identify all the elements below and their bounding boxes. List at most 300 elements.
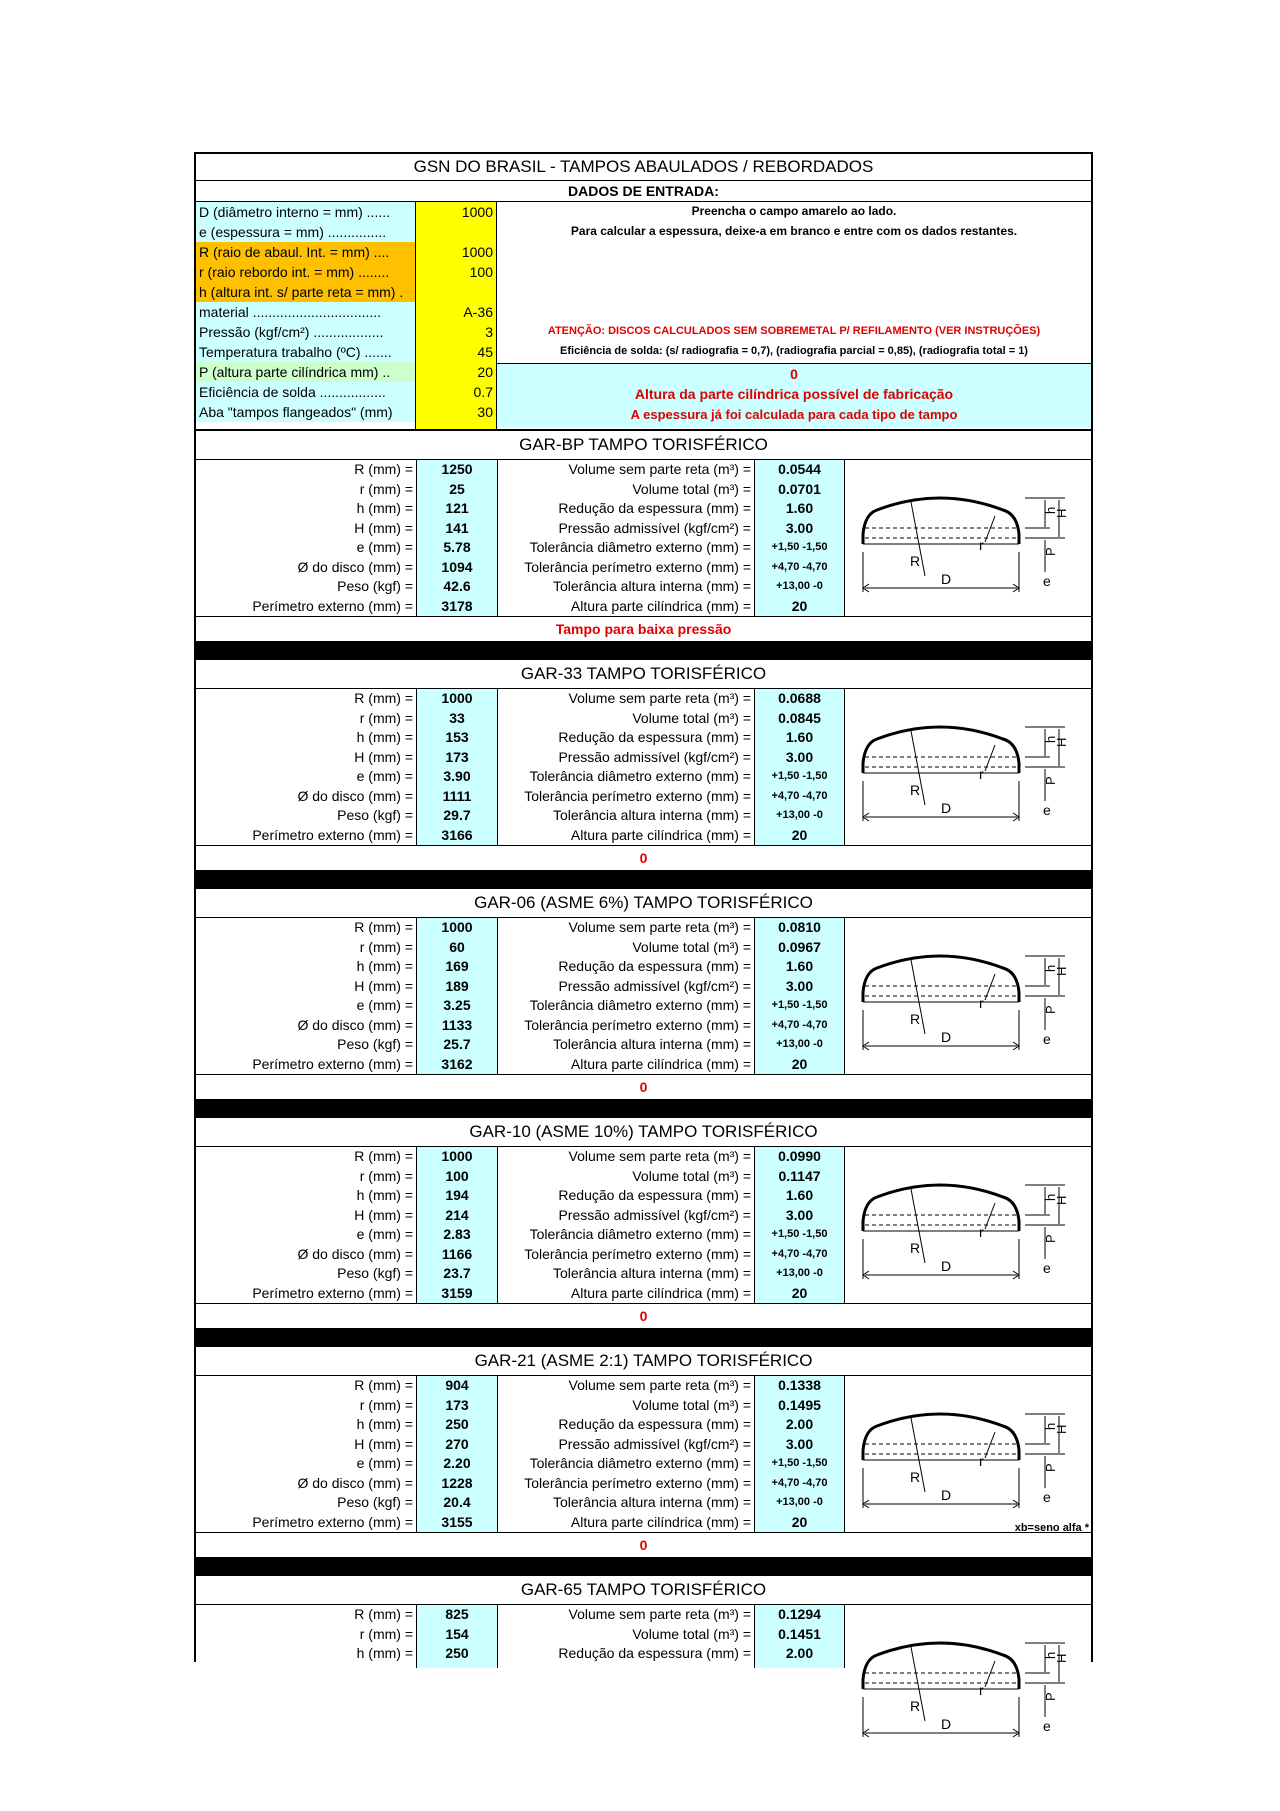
param-label: h (mm) = [356, 1645, 413, 1661]
right-values [755, 918, 845, 1074]
input-field[interactable]: 100 [469, 264, 493, 280]
param-label: Peso (kgf) = [337, 578, 413, 594]
param-label: Ø do disco (mm) = [297, 1245, 413, 1262]
param-label: Peso (kgf) = [337, 1036, 413, 1052]
svg-text:e: e [1043, 1260, 1051, 1276]
param-label: R (mm) = [354, 919, 413, 935]
torispherical-head-diagram [855, 1617, 1070, 1747]
param-value: +13,00 -0 [776, 1267, 823, 1279]
param-label: e (mm) = [356, 997, 413, 1013]
input-values [416, 202, 497, 429]
svg-text:D: D [941, 571, 952, 587]
svg-text:h: h [1043, 964, 1058, 972]
param-label: Redução da espessura (mm) = [558, 958, 751, 974]
param-value: 100 [445, 1167, 469, 1184]
param-value: +13,00 -0 [776, 580, 823, 592]
section-table [196, 460, 1091, 617]
input-label: r (raio rebordo int. = mm) ........ [196, 262, 415, 282]
left-labels [196, 1376, 417, 1532]
param-label: Volume sem parte reta (m³) = [568, 1148, 751, 1164]
right-values [755, 1147, 845, 1303]
right-values [755, 1605, 845, 1668]
param-value: 20 [791, 597, 808, 614]
svg-text:D: D [941, 800, 952, 816]
param-value: 5.78 [443, 539, 471, 555]
param-value: 1.60 [785, 958, 814, 974]
param-value: 214 [445, 1206, 469, 1223]
svg-text:D: D [941, 1716, 952, 1732]
param-value: +13,00 -0 [776, 1038, 823, 1050]
param-label: Volume sem parte reta (m³) = [568, 1377, 751, 1393]
svg-text:H: H [1054, 508, 1069, 518]
param-value: 153 [445, 729, 469, 745]
param-value: 270 [445, 1435, 469, 1452]
svg-text:r: r [979, 1453, 984, 1469]
param-label: Volume total (m³) = [632, 1167, 751, 1184]
param-label: h (mm) = [356, 500, 413, 516]
svg-text:H: H [1054, 966, 1069, 976]
svg-text:P: P [1043, 1463, 1058, 1472]
param-value: 0.0701 [778, 480, 821, 497]
param-value: 1094 [441, 558, 473, 575]
param-label: r (mm) = [359, 1625, 413, 1642]
svg-text:P: P [1043, 547, 1058, 556]
svg-text:r: r [979, 1224, 984, 1240]
section-title: GAR-10 (ASME 10%) TAMPO TORISFÉRICO [196, 1118, 1091, 1147]
param-value: 1.60 [785, 500, 814, 516]
param-value: +13,00 -0 [776, 809, 823, 821]
input-field[interactable]: 3 [485, 324, 493, 340]
param-label: Volume sem parte reta (m³) = [568, 919, 751, 935]
svg-text:D: D [941, 1258, 952, 1274]
param-label: Redução da espessura (mm) = [558, 1187, 751, 1203]
spreadsheet [194, 152, 1093, 1734]
param-value: 3159 [441, 1284, 473, 1301]
param-label: H (mm) = [354, 519, 413, 536]
param-label: h (mm) = [356, 1416, 413, 1432]
param-value: +1,50 -1,50 [771, 541, 828, 553]
param-value: 3178 [441, 597, 473, 614]
param-label: Perímetro externo (mm) = [252, 597, 413, 614]
svg-text:h: h [1043, 1651, 1058, 1659]
param-label: Pressão admissível (kgf/cm²) = [558, 748, 751, 765]
right-labels [498, 1605, 755, 1668]
svg-text:H: H [1054, 1653, 1069, 1663]
param-label: Volume total (m³) = [632, 1625, 751, 1642]
section-title: GAR-65 TAMPO TORISFÉRICO [196, 1576, 1091, 1605]
section-table [196, 1147, 1091, 1304]
param-value: 169 [445, 958, 469, 974]
param-label: Volume total (m³) = [632, 709, 751, 726]
svg-text:P: P [1043, 776, 1058, 785]
input-section-title: DADOS DE ENTRADA: [196, 181, 1091, 202]
result-altura: Altura da parte cilíndrica possível de fabricação [634, 386, 954, 402]
section-title: GAR-33 TAMPO TORISFÉRICO [196, 660, 1091, 689]
param-value: 1.60 [785, 1187, 814, 1203]
param-value: 0.0688 [778, 690, 821, 706]
section-table [196, 918, 1091, 1075]
section-divider [196, 871, 1091, 889]
param-value: 33 [449, 709, 465, 726]
param-label: R (mm) = [354, 1606, 413, 1622]
param-value: 0.1451 [778, 1625, 821, 1642]
svg-text:e: e [1043, 1718, 1051, 1734]
svg-text:H: H [1054, 1424, 1069, 1434]
svg-text:e: e [1043, 1031, 1051, 1047]
param-label: Ø do disco (mm) = [297, 1474, 413, 1491]
param-value: +1,50 -1,50 [771, 999, 828, 1011]
param-label: Perímetro externo (mm) = [252, 826, 413, 843]
param-label: Tolerância diâmetro externo (mm) = [529, 1226, 751, 1242]
input-field[interactable]: 30 [477, 404, 493, 420]
param-label: Perímetro externo (mm) = [252, 1513, 413, 1530]
section-footer: 0 [196, 1075, 1091, 1100]
param-value: 0.0967 [778, 938, 821, 955]
input-label: Eficiência de solda ................. [196, 382, 415, 402]
param-label: Altura parte cilíndrica (mm) = [570, 1284, 751, 1301]
param-label: Tolerância perímetro externo (mm) = [524, 1474, 751, 1491]
left-values [417, 1605, 498, 1668]
param-value: 1000 [441, 690, 473, 706]
param-value: 0.1147 [778, 1167, 821, 1184]
left-labels [196, 689, 417, 845]
param-value: 25 [449, 480, 465, 497]
section-title: GAR-BP TAMPO TORISFÉRICO [196, 431, 1091, 460]
svg-text:H: H [1054, 1195, 1069, 1205]
param-label: h (mm) = [356, 958, 413, 974]
param-label: R (mm) = [354, 461, 413, 477]
param-value: 60 [449, 938, 465, 955]
input-field[interactable]: 45 [477, 344, 493, 360]
param-label: Volume total (m³) = [632, 1396, 751, 1413]
param-label: Ø do disco (mm) = [297, 1016, 413, 1033]
param-label: Ø do disco (mm) = [297, 787, 413, 804]
param-value: 20 [791, 826, 808, 843]
svg-text:h: h [1043, 1193, 1058, 1201]
section-footer: Tampo para baixa pressão [196, 617, 1091, 642]
param-value: 0.0845 [778, 709, 821, 726]
param-value: 3.00 [785, 1435, 814, 1452]
left-values [417, 918, 498, 1074]
param-value: +4,70 -4,70 [771, 1476, 828, 1489]
param-label: R (mm) = [354, 690, 413, 706]
input-label: Pressão (kgf/cm²) .................. [196, 322, 415, 342]
torispherical-head-diagram [855, 701, 1070, 831]
param-value: 141 [445, 519, 469, 536]
param-value: 42.6 [443, 578, 471, 594]
param-label: Tolerância diâmetro externo (mm) = [529, 997, 751, 1013]
param-label: R (mm) = [354, 1148, 413, 1164]
input-label: R (raio de abaul. Int. = mm) .... [196, 242, 415, 262]
input-label: h (altura int. s/ parte reta = mm) . [196, 282, 415, 302]
left-labels [196, 1147, 417, 1303]
param-value: 189 [445, 977, 469, 994]
param-value: 1228 [441, 1474, 473, 1491]
svg-text:e: e [1043, 573, 1051, 589]
param-label: Altura parte cilíndrica (mm) = [570, 1055, 751, 1072]
svg-text:R: R [910, 1240, 921, 1256]
param-label: Tolerância altura interna (mm) = [552, 1265, 751, 1281]
param-value: +4,70 -4,70 [771, 560, 828, 573]
svg-text:e: e [1043, 1489, 1051, 1505]
param-value: 2.00 [785, 1416, 814, 1432]
param-label: H (mm) = [354, 1435, 413, 1452]
param-value: +1,50 -1,50 [771, 770, 828, 782]
torispherical-head-diagram [855, 472, 1070, 602]
input-field[interactable] [416, 222, 496, 242]
param-value: 20.4 [443, 1494, 471, 1510]
warning-text: ATENÇÃO: DISCOS CALCULADOS SEM SOBREMETAL P/ REFILAMENTO (VER INSTRUÇÕES) [547, 325, 1041, 337]
param-label: Volume total (m³) = [632, 938, 751, 955]
right-labels [498, 689, 755, 845]
param-label: Volume total (m³) = [632, 480, 751, 497]
page-title: GSN DO BRASIL - TAMPOS ABAULADOS / REBORDADOS [196, 154, 1091, 181]
param-value: 0.0544 [778, 461, 821, 477]
param-label: Redução da espessura (mm) = [558, 1416, 751, 1432]
param-label: Tolerância altura interna (mm) = [552, 807, 751, 823]
svg-text:r: r [979, 766, 984, 782]
section-table [196, 1605, 1091, 1734]
svg-text:R: R [910, 553, 921, 569]
param-value: 2.00 [785, 1645, 814, 1661]
param-value: 154 [445, 1625, 469, 1642]
param-value: 3162 [441, 1055, 473, 1072]
param-value: 3155 [441, 1513, 473, 1530]
diagram-cell [845, 1376, 1091, 1532]
param-label: H (mm) = [354, 748, 413, 765]
param-value: 29.7 [443, 807, 471, 823]
svg-text:R: R [910, 1011, 921, 1027]
param-value: 3166 [441, 826, 473, 843]
left-labels [196, 918, 417, 1074]
param-value: 121 [445, 500, 469, 516]
svg-text:R: R [910, 1469, 921, 1485]
left-values [417, 1376, 498, 1532]
input-labels [196, 202, 416, 429]
param-value: 250 [445, 1416, 469, 1432]
param-label: Altura parte cilíndrica (mm) = [570, 826, 751, 843]
input-label: P (altura parte cilíndrica mm) .. [196, 362, 415, 382]
param-label: Redução da espessura (mm) = [558, 500, 751, 516]
param-label: h (mm) = [356, 1187, 413, 1203]
input-field[interactable]: 1000 [461, 244, 493, 260]
input-field[interactable]: 20 [477, 364, 493, 380]
left-labels [196, 1605, 417, 1668]
param-label: Tolerância diâmetro externo (mm) = [529, 539, 751, 555]
param-value: 3.90 [443, 768, 471, 784]
param-label: Tolerância perímetro externo (mm) = [524, 558, 751, 575]
input-label: Aba "tampos flangeados" (mm) [196, 402, 415, 422]
efficiency-note: Eficiência de solda: (s/ radiografia = 0,7), (radiografia parcial = 0,85), (radiografia total = 1) [560, 345, 1028, 357]
param-value: +1,50 -1,50 [771, 1457, 828, 1469]
param-label: Peso (kgf) = [337, 1265, 413, 1281]
param-label: Pressão admissível (kgf/cm²) = [558, 519, 751, 536]
svg-text:r: r [979, 995, 984, 1011]
param-value: 2.83 [443, 1226, 471, 1242]
result-box [497, 363, 1091, 428]
svg-text:R: R [910, 782, 921, 798]
param-label: Altura parte cilíndrica (mm) = [570, 1513, 751, 1530]
param-label: Redução da espessura (mm) = [558, 1645, 751, 1661]
svg-text:D: D [941, 1487, 952, 1503]
param-label: Pressão admissível (kgf/cm²) = [558, 1435, 751, 1452]
right-values [755, 1376, 845, 1532]
input-label: D (diâmetro interno = mm) ...... [196, 202, 415, 222]
param-value: 3.00 [785, 748, 814, 765]
svg-text:P: P [1043, 1234, 1058, 1243]
section-divider [196, 1329, 1091, 1347]
diagram-cell [845, 918, 1091, 1074]
param-value: 250 [445, 1645, 469, 1661]
input-field[interactable] [416, 282, 496, 302]
param-value: +4,70 -4,70 [771, 789, 828, 802]
param-label: Ø do disco (mm) = [297, 558, 413, 575]
param-value: 1000 [441, 1148, 473, 1164]
param-label: Volume sem parte reta (m³) = [568, 690, 751, 706]
svg-text:h: h [1043, 1422, 1058, 1430]
param-label: h (mm) = [356, 729, 413, 745]
section-table [196, 1376, 1091, 1533]
param-label: Tolerância altura interna (mm) = [552, 578, 751, 594]
left-labels [196, 460, 417, 616]
param-value: +4,70 -4,70 [771, 1018, 828, 1031]
diagram-cell [845, 689, 1091, 845]
param-label: Volume sem parte reta (m³) = [568, 1606, 751, 1622]
diagram-cell [845, 460, 1091, 616]
param-label: Tolerância diâmetro externo (mm) = [529, 1455, 751, 1471]
param-value: 3.00 [785, 1206, 814, 1223]
param-value: 3.00 [785, 977, 814, 994]
param-value: +4,70 -4,70 [771, 1247, 828, 1260]
right-values [755, 460, 845, 616]
param-value: 20 [791, 1513, 808, 1530]
right-labels [498, 1376, 755, 1532]
param-label: Pressão admissível (kgf/cm²) = [558, 977, 751, 994]
param-value: 1133 [441, 1016, 473, 1033]
section-footer: 0 [196, 846, 1091, 871]
param-value: 0.0990 [778, 1148, 821, 1164]
left-values [417, 689, 498, 845]
diagram-cell [845, 1605, 1091, 1734]
sections-container [196, 431, 1091, 1734]
torispherical-head-diagram [855, 930, 1070, 1060]
input-block [196, 202, 1091, 431]
svg-text:h: h [1043, 735, 1058, 743]
param-value: +13,00 -0 [776, 1496, 823, 1508]
input-label: Temperatura trabalho (ºC) ....... [196, 342, 415, 362]
param-value: 20 [791, 1284, 808, 1301]
section-footer: 0 [196, 1533, 1091, 1558]
right-labels [498, 918, 755, 1074]
svg-text:D: D [941, 1029, 952, 1045]
section-title: GAR-06 (ASME 6%) TAMPO TORISFÉRICO [196, 889, 1091, 918]
param-value: 2.20 [443, 1455, 471, 1471]
param-label: Redução da espessura (mm) = [558, 729, 751, 745]
right-labels [498, 1147, 755, 1303]
param-label: Pressão admissível (kgf/cm²) = [558, 1206, 751, 1223]
section-footer: 0 [196, 1304, 1091, 1329]
param-label: H (mm) = [354, 1206, 413, 1223]
section-table [196, 689, 1091, 846]
input-notes [497, 202, 1091, 429]
param-label: Perímetro externo (mm) = [252, 1055, 413, 1072]
param-label: e (mm) = [356, 1226, 413, 1242]
param-value: 23.7 [443, 1265, 471, 1281]
param-value: 825 [445, 1606, 469, 1622]
param-value: 0.1338 [778, 1377, 821, 1393]
param-value: 3.25 [443, 997, 471, 1013]
input-field[interactable]: 1000 [461, 204, 493, 220]
param-label: e (mm) = [356, 539, 413, 555]
section-title: GAR-21 (ASME 2:1) TAMPO TORISFÉRICO [196, 1347, 1091, 1376]
input-label: e (espessura = mm) ............... [196, 222, 415, 242]
param-label: r (mm) = [359, 1396, 413, 1413]
svg-text:P: P [1043, 1005, 1058, 1014]
param-label: Tolerância perímetro externo (mm) = [524, 787, 751, 804]
param-value: 20 [791, 1055, 808, 1072]
svg-text:r: r [979, 1682, 984, 1698]
result-zero: 0 [790, 366, 798, 382]
param-value: 0.1294 [778, 1606, 821, 1622]
param-label: r (mm) = [359, 480, 413, 497]
svg-text:h: h [1043, 506, 1058, 514]
svg-text:r: r [979, 537, 984, 553]
param-value: 25.7 [443, 1036, 471, 1052]
param-label: Peso (kgf) = [337, 1494, 413, 1510]
torispherical-head-diagram [855, 1159, 1070, 1289]
param-value: 904 [445, 1377, 469, 1393]
param-label: Perímetro externo (mm) = [252, 1284, 413, 1301]
param-value: +1,50 -1,50 [771, 1228, 828, 1240]
input-label: material ................................. [196, 302, 415, 322]
param-label: Peso (kgf) = [337, 807, 413, 823]
section-divider [196, 1558, 1091, 1576]
param-label: Tolerância perímetro externo (mm) = [524, 1016, 751, 1033]
param-label: r (mm) = [359, 938, 413, 955]
input-field[interactable]: 0.7 [473, 384, 493, 400]
param-label: H (mm) = [354, 977, 413, 994]
param-label: e (mm) = [356, 768, 413, 784]
diagram-cell [845, 1147, 1091, 1303]
section-divider [196, 642, 1091, 660]
param-value: 1000 [441, 919, 473, 935]
left-values [417, 1147, 498, 1303]
param-label: Tolerância perímetro externo (mm) = [524, 1245, 751, 1262]
param-value: 1111 [442, 787, 472, 804]
torispherical-head-diagram [855, 1388, 1070, 1518]
param-value: 173 [445, 1396, 469, 1413]
param-label: Tolerância altura interna (mm) = [552, 1036, 751, 1052]
param-label: Tolerância altura interna (mm) = [552, 1494, 751, 1510]
param-value: 1166 [441, 1245, 473, 1262]
note-fill: Preencha o campo amarelo ao lado. [691, 204, 897, 218]
input-field[interactable]: A-36 [463, 304, 493, 320]
left-values [417, 460, 498, 616]
formula-note: xb=seno alfa * [1014, 1522, 1089, 1534]
svg-text:H: H [1054, 737, 1069, 747]
param-value: 194 [445, 1187, 469, 1203]
param-label: e (mm) = [356, 1455, 413, 1471]
param-value: 3.00 [785, 519, 814, 536]
param-value: 1.60 [785, 729, 814, 745]
svg-text:e: e [1043, 802, 1051, 818]
param-label: Volume sem parte reta (m³) = [568, 461, 751, 477]
right-values [755, 689, 845, 845]
param-label: R (mm) = [354, 1377, 413, 1393]
param-label: Tolerância diâmetro externo (mm) = [529, 768, 751, 784]
param-value: 0.1495 [778, 1396, 821, 1413]
param-label: Altura parte cilíndrica (mm) = [570, 597, 751, 614]
